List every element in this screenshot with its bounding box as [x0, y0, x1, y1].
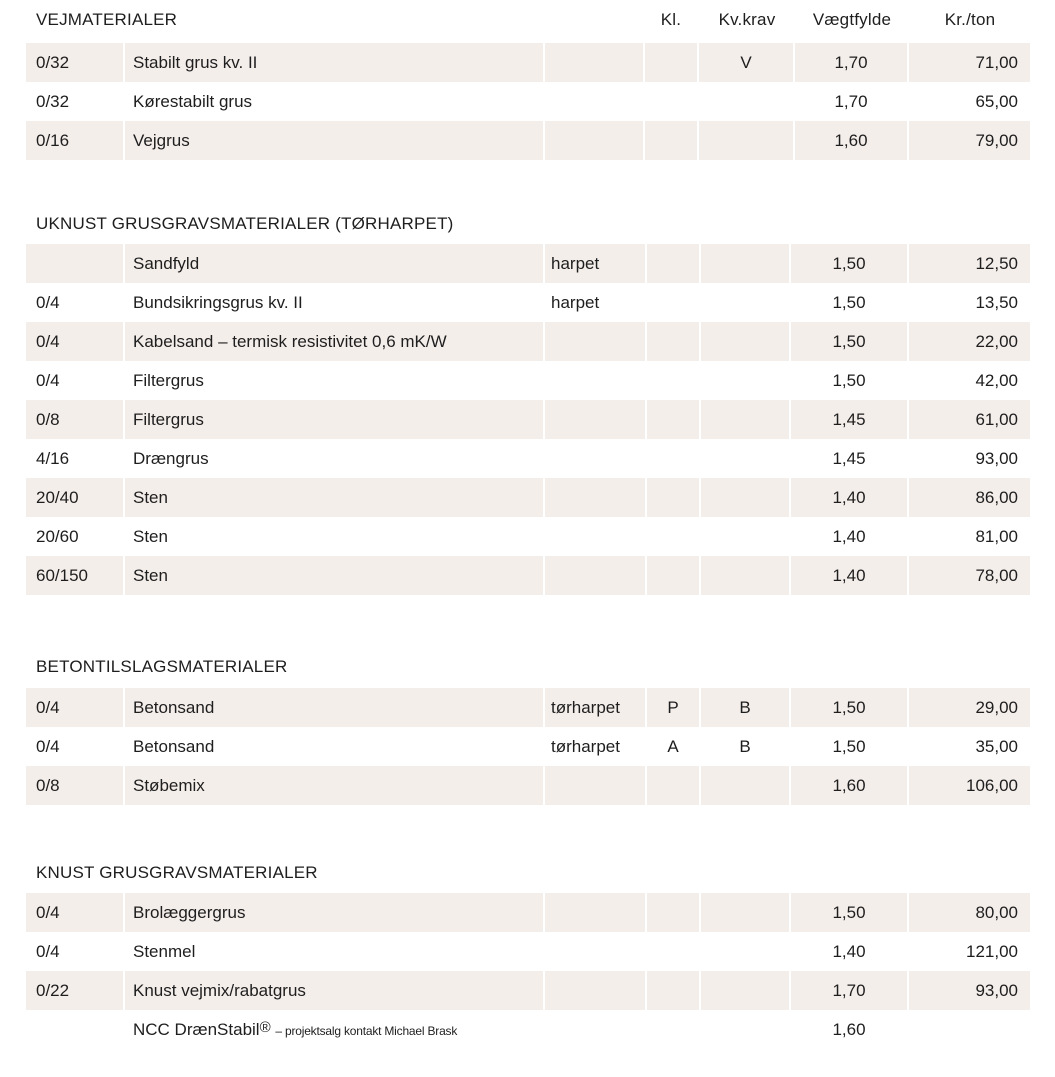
- project-sales-note: – projektsalg kontakt Michael Brask: [275, 1024, 458, 1038]
- section-header-uknust: [26, 214, 454, 234]
- cell-name: Sten: [123, 478, 543, 517]
- cell-method: [543, 478, 645, 517]
- cell-kl: A: [645, 727, 699, 766]
- cell-kl: [645, 517, 699, 556]
- cell-kv: B: [699, 727, 789, 766]
- table-row: [26, 766, 1030, 805]
- cell-price: 61,00: [907, 400, 1030, 439]
- column-header-price: Kr./ton: [944, 10, 996, 29]
- section-title: KNUST GRUSGRAVSMATERIALER: [36, 863, 318, 882]
- cell-price: 106,00: [907, 766, 1030, 805]
- cell-kv: [699, 361, 789, 400]
- cell-method: [543, 439, 645, 478]
- cell-kl: [645, 400, 699, 439]
- cell-weight: 1,50: [789, 283, 907, 322]
- table-row: [26, 439, 1030, 478]
- cell-kv: V: [697, 43, 793, 82]
- cell-size: 4/16: [36, 448, 70, 468]
- table-row: [26, 361, 1030, 400]
- cell-name: Stabilt grus kv. II: [123, 43, 543, 82]
- cell-size: 0/4: [36, 941, 60, 961]
- cell-size: 0/4: [36, 292, 60, 312]
- cell-weight: 1,40: [789, 932, 907, 971]
- cell-size: 0/22: [26, 971, 123, 1010]
- cell-kl: [645, 971, 699, 1010]
- table-row: [26, 244, 1030, 283]
- cell-name: Bundsikringsgrus kv. II: [123, 283, 543, 322]
- cell-method: [543, 82, 643, 121]
- table-row: [26, 517, 1030, 556]
- cell-name: Sten: [123, 517, 543, 556]
- cell-kl: [645, 766, 699, 805]
- cell-method: [543, 971, 645, 1010]
- cell-weight: 1,70: [793, 82, 907, 121]
- cell-size: [26, 244, 123, 283]
- cell-name: Brolæggergrus: [123, 893, 543, 932]
- cell-kl: [645, 932, 699, 971]
- cell-price: [907, 1010, 1030, 1049]
- cell-method: [543, 932, 645, 971]
- cell-kl: [645, 322, 699, 361]
- cell-kv: [699, 478, 789, 517]
- cell-weight: 1,60: [789, 1010, 907, 1049]
- cell-name: Vejgrus: [123, 121, 543, 160]
- section-header-vejmaterialer: [26, 10, 1030, 34]
- cell-kl: [645, 244, 699, 283]
- cell-weight: 1,40: [789, 556, 907, 595]
- cell-size: [26, 1010, 123, 1049]
- cell-weight: 1,60: [789, 766, 907, 805]
- cell-kl: [643, 43, 697, 82]
- table-row-drænstabil: [26, 1010, 1030, 1049]
- cell-name: Drængrus: [123, 439, 543, 478]
- cell-name: Kabelsand – termisk resistivitet 0,6 mK/W: [123, 322, 543, 361]
- cell-price: 93,00: [907, 439, 1030, 478]
- cell-kl: [645, 893, 699, 932]
- cell-method: [543, 766, 645, 805]
- cell-price: 29,00: [907, 688, 1030, 727]
- section-title: UKNUST GRUSGRAVSMATERIALER (TØRHARPET): [36, 214, 454, 233]
- cell-price: 80,00: [907, 893, 1030, 932]
- column-header-weight: Vægtfylde: [812, 10, 892, 29]
- cell-size: 0/4: [26, 688, 123, 727]
- cell-kl: [645, 361, 699, 400]
- cell-price: 93,00: [907, 971, 1030, 1010]
- cell-kv: [699, 400, 789, 439]
- cell-size: 0/32: [26, 43, 123, 82]
- cell-method: [543, 43, 643, 82]
- cell-weight: 1,45: [789, 400, 907, 439]
- table-vejmaterialer: [26, 43, 1030, 160]
- cell-name: Knust vejmix/rabatgrus: [123, 971, 543, 1010]
- cell-name: Kørestabilt grus: [123, 82, 543, 121]
- cell-method: [543, 400, 645, 439]
- cell-size: 0/4: [36, 370, 60, 390]
- cell-kv: [699, 971, 789, 1010]
- column-header-kv-krav: Kv.krav: [718, 10, 776, 29]
- table-row: [26, 556, 1030, 595]
- cell-size: 20/60: [36, 526, 79, 546]
- cell-size: 0/8: [26, 766, 123, 805]
- cell-size: 0/4: [26, 322, 123, 361]
- cell-name: Betonsand: [123, 727, 543, 766]
- cell-method: harpet: [543, 283, 645, 322]
- cell-price: 81,00: [907, 517, 1030, 556]
- table-row: [26, 478, 1030, 517]
- cell-kv: [697, 121, 793, 160]
- cell-method: tørharpet: [543, 688, 645, 727]
- cell-kv: [699, 322, 789, 361]
- cell-kl: [645, 439, 699, 478]
- cell-weight: 1,70: [793, 43, 907, 82]
- product-name: NCC DrænStabil: [133, 1020, 260, 1039]
- cell-size: 0/8: [26, 400, 123, 439]
- cell-weight: 1,40: [789, 478, 907, 517]
- cell-weight: 1,40: [789, 517, 907, 556]
- table-row: [26, 688, 1030, 727]
- cell-method: [543, 556, 645, 595]
- cell-kv: [699, 556, 789, 595]
- cell-method: [543, 322, 645, 361]
- table-row: [26, 283, 1030, 322]
- cell-weight: 1,50: [789, 361, 907, 400]
- cell-name: Filtergrus: [123, 361, 543, 400]
- table-row: [26, 322, 1030, 361]
- cell-weight: 1,50: [789, 322, 907, 361]
- cell-method: [543, 893, 645, 932]
- table-row: [26, 121, 1030, 160]
- cell-name: [123, 1010, 645, 1049]
- table-knust: [26, 893, 1030, 1049]
- table-row: [26, 727, 1030, 766]
- section-header-betontilslag: [26, 657, 287, 677]
- cell-kl: [645, 478, 699, 517]
- cell-kv: B: [699, 688, 789, 727]
- table-betontilslag: [26, 688, 1030, 805]
- table-row: [26, 971, 1030, 1010]
- cell-kl: P: [645, 688, 699, 727]
- cell-size: 0/16: [26, 121, 123, 160]
- cell-kl: [643, 82, 697, 121]
- section-title: BETONTILSLAGSMATERIALER: [36, 657, 288, 676]
- cell-kl: [645, 1010, 699, 1049]
- cell-name: Filtergrus: [123, 400, 543, 439]
- table-row: [26, 893, 1030, 932]
- cell-name: Støbemix: [123, 766, 543, 805]
- cell-weight: 1,50: [789, 688, 907, 727]
- cell-kv: [697, 82, 793, 121]
- cell-weight: 1,70: [789, 971, 907, 1010]
- cell-kv: [699, 283, 789, 322]
- column-header-kl: Kl.: [660, 10, 682, 29]
- cell-size: 0/4: [36, 736, 60, 756]
- cell-weight: 1,50: [789, 727, 907, 766]
- cell-size: 20/40: [26, 478, 123, 517]
- cell-method: harpet: [543, 244, 645, 283]
- cell-name: Betonsand: [123, 688, 543, 727]
- cell-price: 79,00: [907, 121, 1030, 160]
- cell-kl: [643, 121, 697, 160]
- cell-price: 13,50: [907, 283, 1030, 322]
- cell-price: 65,00: [907, 82, 1030, 121]
- cell-price: 12,50: [907, 244, 1030, 283]
- table-row: [26, 82, 1030, 121]
- cell-size: 0/32: [36, 91, 70, 111]
- registered-mark: ®: [259, 1019, 271, 1036]
- cell-kv: [699, 893, 789, 932]
- cell-method: [543, 361, 645, 400]
- cell-method: tørharpet: [543, 727, 645, 766]
- cell-price: 86,00: [907, 478, 1030, 517]
- cell-weight: 1,45: [789, 439, 907, 478]
- cell-weight: 1,50: [789, 893, 907, 932]
- cell-kv: [699, 932, 789, 971]
- cell-price: 35,00: [907, 727, 1030, 766]
- cell-method: [543, 121, 643, 160]
- table-uknust: [26, 244, 1030, 595]
- cell-price: 71,00: [907, 43, 1030, 82]
- cell-method: [543, 517, 645, 556]
- cell-kv: [699, 439, 789, 478]
- cell-name: Stenmel: [123, 932, 543, 971]
- cell-price: 42,00: [907, 361, 1030, 400]
- cell-price: 22,00: [907, 322, 1030, 361]
- cell-price: 78,00: [907, 556, 1030, 595]
- cell-price: 121,00: [907, 932, 1030, 971]
- cell-name: Sten: [123, 556, 543, 595]
- cell-kv: [699, 1010, 789, 1049]
- table-row: [26, 43, 1030, 82]
- cell-size: 0/4: [26, 893, 123, 932]
- cell-kl: [645, 556, 699, 595]
- cell-weight: 1,60: [793, 121, 907, 160]
- cell-kv: [699, 517, 789, 556]
- cell-kv: [699, 244, 789, 283]
- section-header-knust: [26, 863, 318, 883]
- table-row: [26, 932, 1030, 971]
- cell-weight: 1,50: [789, 244, 907, 283]
- section-title: VEJMATERIALER: [36, 10, 178, 29]
- cell-kl: [645, 283, 699, 322]
- cell-kv: [699, 766, 789, 805]
- cell-name: Sandfyld: [123, 244, 543, 283]
- table-row: [26, 400, 1030, 439]
- cell-size: 60/150: [26, 556, 123, 595]
